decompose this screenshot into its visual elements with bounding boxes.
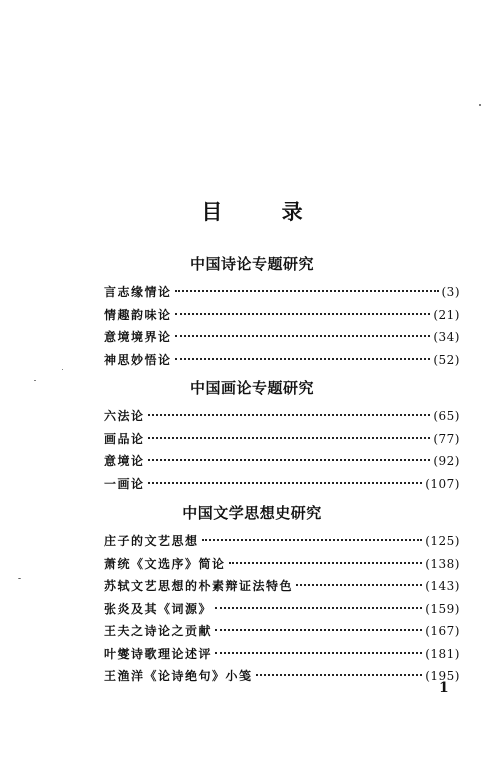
toc-entry-page: (143) [425, 579, 460, 593]
toc-entry[interactable] [104, 555, 460, 578]
toc-entry-page: (125) [425, 534, 460, 548]
toc-entry[interactable] [104, 532, 460, 555]
toc-entry-page: (21) [433, 307, 460, 322]
dot-leader [148, 437, 431, 439]
toc-entry-page: (52) [433, 352, 460, 367]
toc-entry-title: 意境境界论 [104, 330, 172, 344]
toc-entry[interactable] [104, 283, 460, 306]
scan-speck [479, 104, 481, 106]
dot-leader [215, 652, 422, 654]
toc-entry[interactable] [104, 407, 460, 430]
toc-entry[interactable] [104, 452, 460, 475]
dot-leader [148, 414, 431, 416]
scan-speck [18, 578, 21, 579]
dot-leader [148, 482, 423, 484]
toc-entry-page: (65) [433, 409, 460, 423]
dot-leader [175, 290, 439, 292]
toc-entry-page: (138) [425, 556, 460, 571]
toc-entry[interactable] [104, 306, 460, 329]
toc-entry[interactable] [104, 430, 460, 453]
toc-entry-page: (159) [425, 601, 460, 616]
toc-entry[interactable] [104, 351, 460, 374]
toc-entry[interactable] [104, 475, 460, 498]
toc-entry-page: (3) [441, 285, 460, 299]
toc-entry-page: (167) [425, 624, 460, 638]
toc-entry-title: 王渔洋《论诗绝句》小笺 [104, 669, 253, 683]
toc-entry-page: (77) [433, 431, 460, 446]
dot-leader [215, 607, 422, 609]
toc-entry[interactable] [104, 328, 460, 351]
toc-entry-title: 张炎及其《词源》 [104, 601, 213, 616]
section-heading-poetry-theory: 中国诗论专题研究 [189, 255, 314, 273]
scan-speck [34, 380, 36, 381]
toc-entry-page: (107) [425, 476, 460, 491]
dot-leader [215, 629, 422, 631]
toc-entry[interactable] [104, 600, 460, 623]
toc-entry-page: (34) [433, 330, 460, 344]
toc-list-painting-theory [104, 407, 460, 497]
section-heading-painting-theory: 中国画论专题研究 [189, 379, 314, 397]
toc-list-poetry-theory [104, 283, 460, 373]
dot-leader [229, 562, 423, 564]
toc-entry-title: 情趣韵味论 [104, 307, 172, 322]
toc-entry-page: (181) [425, 646, 460, 661]
toc-entry[interactable] [104, 667, 460, 690]
toc-entry-title: 王夫之诗论之贡献 [104, 624, 213, 638]
toc-entry-page: (92) [433, 454, 460, 468]
dot-leader [296, 584, 422, 586]
toc-entry-title: 神思妙悟论 [104, 352, 172, 367]
dot-leader [175, 335, 431, 337]
toc-entry-title: 苏轼文艺思想的朴素辩证法特色 [104, 579, 294, 593]
toc-entry[interactable] [104, 622, 460, 645]
dot-leader [148, 459, 431, 461]
toc-entry-page: (195) [425, 669, 460, 683]
page-title: 目 录 [201, 199, 329, 224]
section-heading-literary-thought-history: 中国文学思想史研究 [182, 504, 322, 522]
dot-leader [175, 313, 431, 315]
scan-speck [62, 369, 63, 370]
toc-entry-title: 叶燮诗歌理论述评 [104, 646, 213, 661]
toc-entry-title: 言志缘情论 [104, 285, 172, 299]
toc-entry[interactable] [104, 577, 460, 600]
toc-entry[interactable] [104, 645, 460, 668]
toc-entry-title: 庄子的文艺思想 [104, 534, 199, 548]
toc-entry-title: 一画论 [104, 476, 145, 491]
toc-list-literary-thought-history [104, 532, 460, 690]
toc-entry-title: 萧统《文选序》简论 [104, 556, 226, 571]
page-number: 1 [439, 680, 449, 696]
toc-entry-title: 意境论 [104, 454, 145, 468]
toc-entry-title: 六法论 [104, 409, 145, 423]
dot-leader [202, 539, 423, 541]
toc-entry-title: 画品论 [104, 431, 145, 446]
dot-leader [256, 674, 423, 676]
dot-leader [175, 358, 431, 360]
